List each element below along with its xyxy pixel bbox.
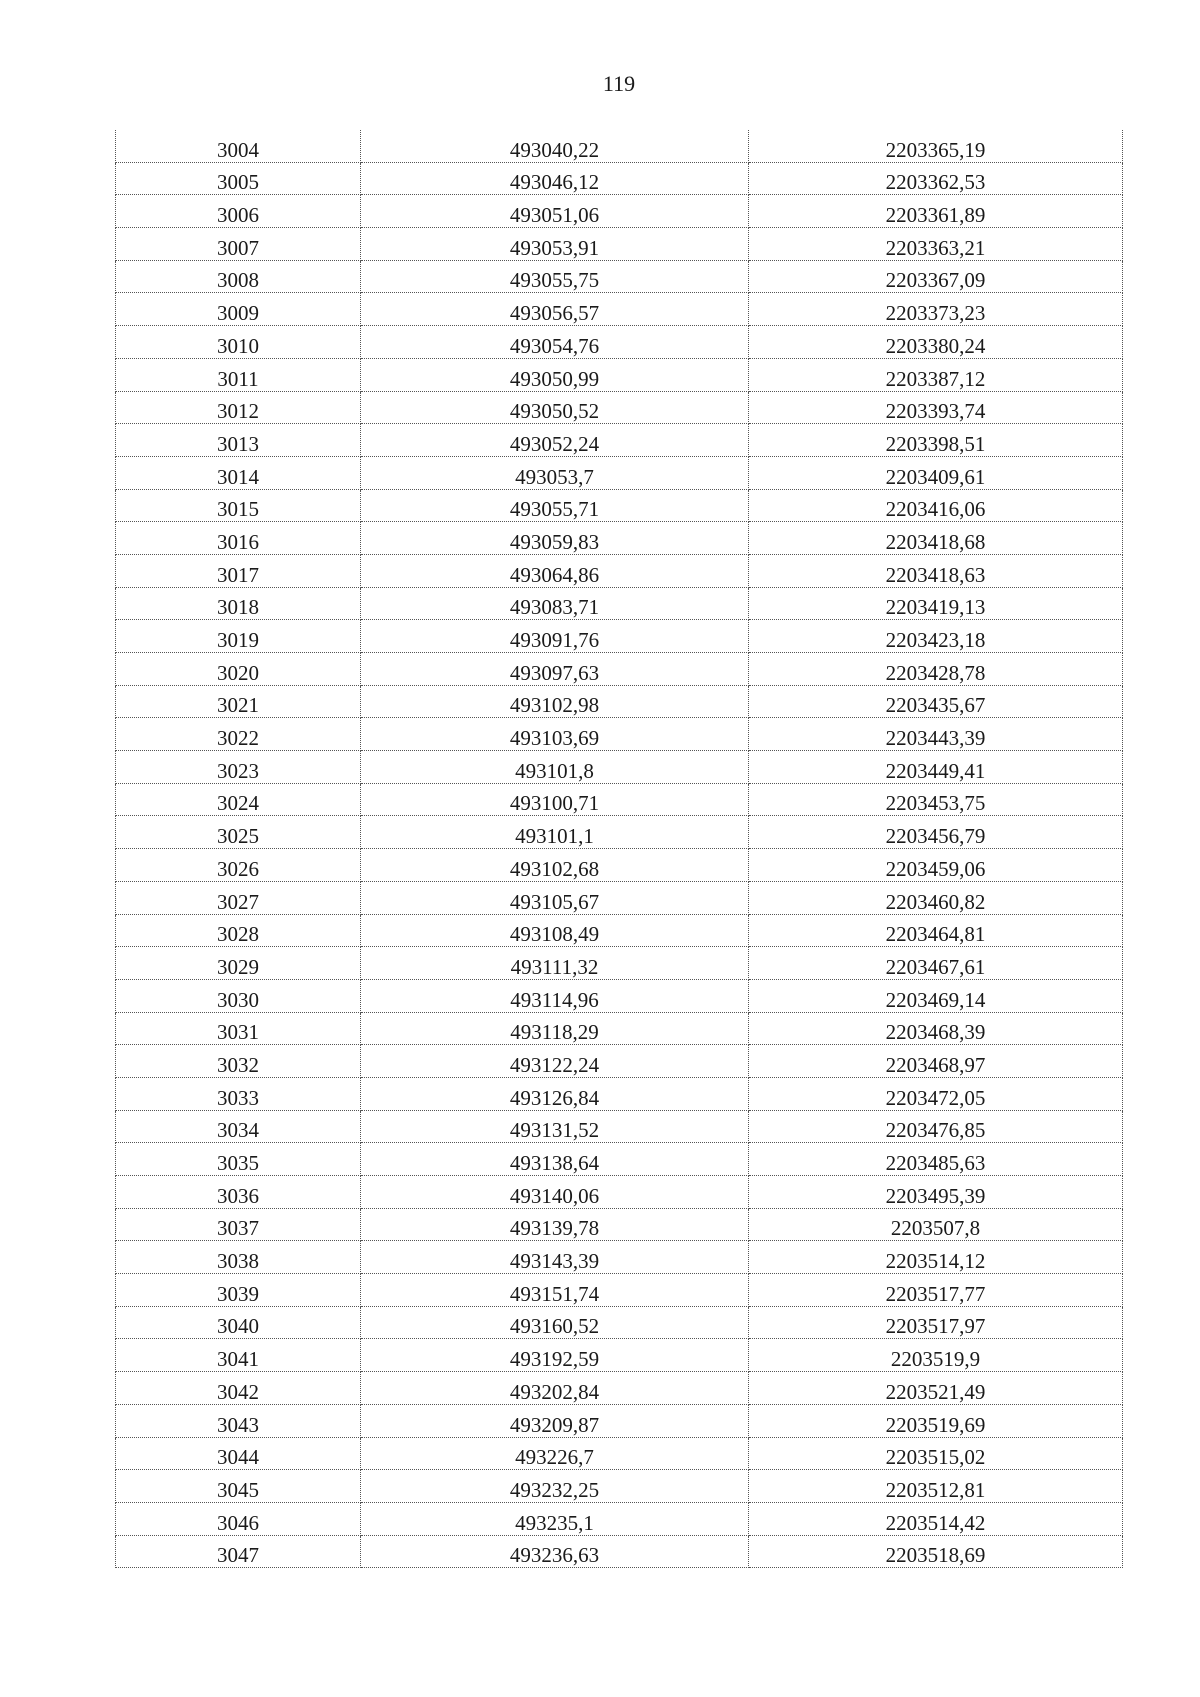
x-coordinate-cell: 493143,39	[361, 1241, 749, 1274]
x-coordinate-cell: 493101,1	[361, 816, 749, 849]
point-number-cell: 3018	[116, 587, 361, 620]
table-row	[116, 849, 1123, 882]
x-coordinate-cell: 493052,24	[361, 424, 749, 457]
x-coordinate-cell: 493046,12	[361, 162, 749, 195]
point-number-cell: 3030	[116, 979, 361, 1012]
x-coordinate-cell: 493114,96	[361, 979, 749, 1012]
point-number-cell: 3021	[116, 685, 361, 718]
x-coordinate-cell: 493118,29	[361, 1012, 749, 1045]
y-coordinate-cell: 2203517,77	[749, 1274, 1123, 1307]
table-row	[116, 1306, 1123, 1339]
x-coordinate-cell: 493055,75	[361, 260, 749, 293]
table-row	[116, 1437, 1123, 1470]
point-number-cell: 3031	[116, 1012, 361, 1045]
x-coordinate-cell: 493050,99	[361, 358, 749, 391]
y-coordinate-cell: 2203380,24	[749, 326, 1123, 359]
point-number-cell: 3024	[116, 783, 361, 816]
x-coordinate-cell: 493139,78	[361, 1208, 749, 1241]
table-row	[116, 1372, 1123, 1405]
table-row	[116, 1012, 1123, 1045]
point-number-cell: 3015	[116, 489, 361, 522]
point-number-cell: 3009	[116, 293, 361, 326]
coordinates-table-body	[116, 130, 1123, 1568]
y-coordinate-cell: 2203514,12	[749, 1241, 1123, 1274]
y-coordinate-cell: 2203521,49	[749, 1372, 1123, 1405]
x-coordinate-cell: 493097,63	[361, 653, 749, 686]
table-row	[116, 1535, 1123, 1568]
x-coordinate-cell: 493140,06	[361, 1176, 749, 1209]
y-coordinate-cell: 2203472,05	[749, 1077, 1123, 1110]
x-coordinate-cell: 493059,83	[361, 522, 749, 555]
table-row	[116, 1176, 1123, 1209]
y-coordinate-cell: 2203464,81	[749, 914, 1123, 947]
point-number-cell: 3022	[116, 718, 361, 751]
x-coordinate-cell: 493100,71	[361, 783, 749, 816]
point-number-cell: 3039	[116, 1274, 361, 1307]
y-coordinate-cell: 2203387,12	[749, 358, 1123, 391]
page-number: 119	[602, 71, 636, 96]
y-coordinate-cell: 2203418,63	[749, 554, 1123, 587]
x-coordinate-cell: 493055,71	[361, 489, 749, 522]
y-coordinate-cell: 2203361,89	[749, 195, 1123, 228]
x-coordinate-cell: 493091,76	[361, 620, 749, 653]
table-row	[116, 1045, 1123, 1078]
y-coordinate-cell: 2203449,41	[749, 751, 1123, 784]
x-coordinate-cell: 493160,52	[361, 1306, 749, 1339]
y-coordinate-cell: 2203468,97	[749, 1045, 1123, 1078]
table-row	[116, 620, 1123, 653]
x-coordinate-cell: 493102,68	[361, 849, 749, 882]
point-number-cell: 3012	[116, 391, 361, 424]
y-coordinate-cell: 2203515,02	[749, 1437, 1123, 1470]
y-coordinate-cell: 2203459,06	[749, 849, 1123, 882]
table-row	[116, 522, 1123, 555]
point-number-cell: 3020	[116, 653, 361, 686]
x-coordinate-cell: 493054,76	[361, 326, 749, 359]
y-coordinate-cell: 2203393,74	[749, 391, 1123, 424]
y-coordinate-cell: 2203519,9	[749, 1339, 1123, 1372]
y-coordinate-cell: 2203423,18	[749, 620, 1123, 653]
y-coordinate-cell: 2203512,81	[749, 1470, 1123, 1503]
table-row	[116, 1404, 1123, 1437]
x-coordinate-cell: 493102,98	[361, 685, 749, 718]
table-row	[116, 293, 1123, 326]
point-number-cell: 3007	[116, 228, 361, 261]
y-coordinate-cell: 2203365,19	[749, 130, 1123, 162]
point-number-cell: 3042	[116, 1372, 361, 1405]
y-coordinate-cell: 2203460,82	[749, 881, 1123, 914]
point-number-cell: 3008	[116, 260, 361, 293]
x-coordinate-cell: 493105,67	[361, 881, 749, 914]
point-number-cell: 3047	[116, 1535, 361, 1568]
x-coordinate-cell: 493083,71	[361, 587, 749, 620]
point-number-cell: 3014	[116, 456, 361, 489]
table-row	[116, 587, 1123, 620]
point-number-cell: 3025	[116, 816, 361, 849]
y-coordinate-cell: 2203495,39	[749, 1176, 1123, 1209]
x-coordinate-cell: 493108,49	[361, 914, 749, 947]
point-number-cell: 3034	[116, 1110, 361, 1143]
x-coordinate-cell: 493103,69	[361, 718, 749, 751]
point-number-cell: 3033	[116, 1077, 361, 1110]
table-row	[116, 489, 1123, 522]
point-number-cell: 3013	[116, 424, 361, 457]
point-number-cell: 3017	[116, 554, 361, 587]
table-row	[116, 947, 1123, 980]
table-row	[116, 653, 1123, 686]
y-coordinate-cell: 2203428,78	[749, 653, 1123, 686]
point-number-cell: 3023	[116, 751, 361, 784]
y-coordinate-cell: 2203476,85	[749, 1110, 1123, 1143]
point-number-cell: 3019	[116, 620, 361, 653]
table-row	[116, 685, 1123, 718]
x-coordinate-cell: 493122,24	[361, 1045, 749, 1078]
point-number-cell: 3016	[116, 522, 361, 555]
table-row	[116, 391, 1123, 424]
point-number-cell: 3006	[116, 195, 361, 228]
x-coordinate-cell: 493138,64	[361, 1143, 749, 1176]
table-row	[116, 718, 1123, 751]
y-coordinate-cell: 2203418,68	[749, 522, 1123, 555]
point-number-cell: 3032	[116, 1045, 361, 1078]
y-coordinate-cell: 2203419,13	[749, 587, 1123, 620]
x-coordinate-cell: 493131,52	[361, 1110, 749, 1143]
table-row	[116, 1470, 1123, 1503]
x-coordinate-cell: 493232,25	[361, 1470, 749, 1503]
y-coordinate-cell: 2203467,61	[749, 947, 1123, 980]
y-coordinate-cell: 2203453,75	[749, 783, 1123, 816]
y-coordinate-cell: 2203514,42	[749, 1502, 1123, 1535]
point-number-cell: 3005	[116, 162, 361, 195]
point-number-cell: 3028	[116, 914, 361, 947]
point-number-cell: 3038	[116, 1241, 361, 1274]
point-number-cell: 3044	[116, 1437, 361, 1470]
y-coordinate-cell: 2203443,39	[749, 718, 1123, 751]
point-number-cell: 3037	[116, 1208, 361, 1241]
point-number-cell: 3026	[116, 849, 361, 882]
table-row	[116, 130, 1123, 162]
table-row	[116, 914, 1123, 947]
table-row	[116, 195, 1123, 228]
table-row	[116, 783, 1123, 816]
point-number-cell: 3011	[116, 358, 361, 391]
y-coordinate-cell: 2203519,69	[749, 1404, 1123, 1437]
point-number-cell: 3010	[116, 326, 361, 359]
y-coordinate-cell: 2203362,53	[749, 162, 1123, 195]
x-coordinate-cell: 493226,7	[361, 1437, 749, 1470]
point-number-cell: 3040	[116, 1306, 361, 1339]
x-coordinate-cell: 493051,06	[361, 195, 749, 228]
point-number-cell: 3043	[116, 1404, 361, 1437]
table-row	[116, 1208, 1123, 1241]
y-coordinate-cell: 2203373,23	[749, 293, 1123, 326]
table-row	[116, 1241, 1123, 1274]
x-coordinate-cell: 493192,59	[361, 1339, 749, 1372]
table-row	[116, 358, 1123, 391]
y-coordinate-cell: 2203409,61	[749, 456, 1123, 489]
x-coordinate-cell: 493202,84	[361, 1372, 749, 1405]
y-coordinate-cell: 2203468,39	[749, 1012, 1123, 1045]
x-coordinate-cell: 493236,63	[361, 1535, 749, 1568]
table-row	[116, 228, 1123, 261]
y-coordinate-cell: 2203367,09	[749, 260, 1123, 293]
x-coordinate-cell: 493151,74	[361, 1274, 749, 1307]
point-number-cell: 3027	[116, 881, 361, 914]
x-coordinate-cell: 493209,87	[361, 1404, 749, 1437]
table-row	[116, 979, 1123, 1012]
point-number-cell: 3004	[116, 130, 361, 162]
table-row	[116, 162, 1123, 195]
table-row	[116, 1110, 1123, 1143]
point-number-cell: 3041	[116, 1339, 361, 1372]
point-number-cell: 3029	[116, 947, 361, 980]
table-row	[116, 424, 1123, 457]
x-coordinate-cell: 493126,84	[361, 1077, 749, 1110]
table-row	[116, 1502, 1123, 1535]
table-row	[116, 751, 1123, 784]
point-number-cell: 3036	[116, 1176, 361, 1209]
point-number-cell: 3046	[116, 1502, 361, 1535]
y-coordinate-cell: 2203456,79	[749, 816, 1123, 849]
x-coordinate-cell: 493101,8	[361, 751, 749, 784]
x-coordinate-cell: 493053,7	[361, 456, 749, 489]
x-coordinate-cell: 493040,22	[361, 130, 749, 162]
point-number-cell: 3035	[116, 1143, 361, 1176]
x-coordinate-cell: 493111,32	[361, 947, 749, 980]
x-coordinate-cell: 493064,86	[361, 554, 749, 587]
x-coordinate-cell: 493050,52	[361, 391, 749, 424]
y-coordinate-cell: 2203517,97	[749, 1306, 1123, 1339]
table-row	[116, 1143, 1123, 1176]
y-coordinate-cell: 2203363,21	[749, 228, 1123, 261]
table-row	[116, 554, 1123, 587]
table-row	[116, 1274, 1123, 1307]
y-coordinate-cell: 2203518,69	[749, 1535, 1123, 1568]
table-row	[116, 456, 1123, 489]
coordinates-table	[115, 130, 1123, 1568]
x-coordinate-cell: 493056,57	[361, 293, 749, 326]
table-row	[116, 881, 1123, 914]
x-coordinate-cell: 493053,91	[361, 228, 749, 261]
y-coordinate-cell: 2203435,67	[749, 685, 1123, 718]
x-coordinate-cell: 493235,1	[361, 1502, 749, 1535]
point-number-cell: 3045	[116, 1470, 361, 1503]
y-coordinate-cell: 2203416,06	[749, 489, 1123, 522]
y-coordinate-cell: 2203507,8	[749, 1208, 1123, 1241]
y-coordinate-cell: 2203398,51	[749, 424, 1123, 457]
table-row	[116, 816, 1123, 849]
table-row	[116, 1077, 1123, 1110]
table-row	[116, 1339, 1123, 1372]
y-coordinate-cell: 2203469,14	[749, 979, 1123, 1012]
y-coordinate-cell: 2203485,63	[749, 1143, 1123, 1176]
table-row	[116, 326, 1123, 359]
table-row	[116, 260, 1123, 293]
